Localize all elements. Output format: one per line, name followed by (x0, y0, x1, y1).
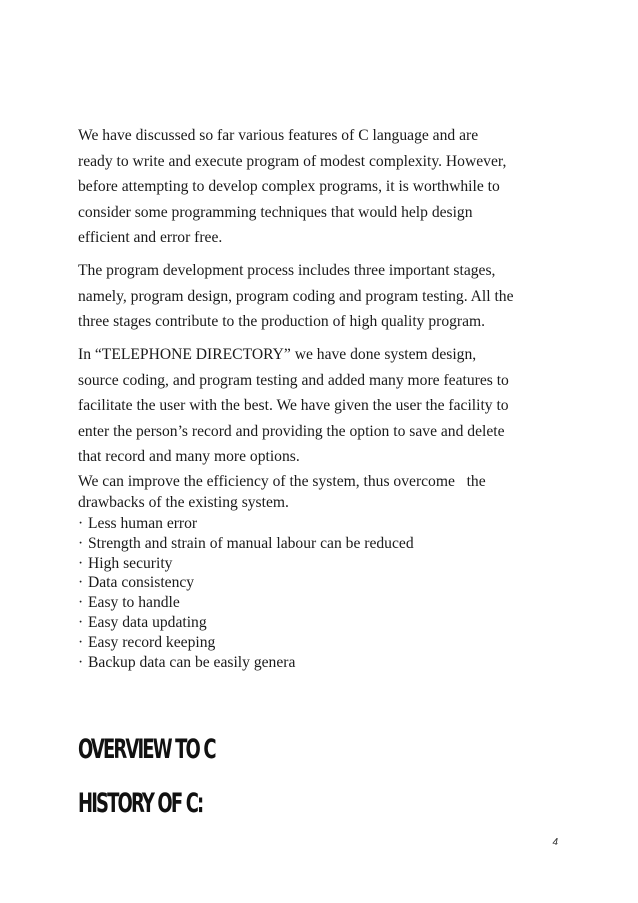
text-line: The program development process includes three important stages, (78, 262, 496, 279)
bullet-marker: · (78, 633, 84, 651)
list-item-text: Less human error (88, 515, 198, 532)
text-line: three stages contribute to the production of high quality program. (78, 313, 486, 330)
list-item-text: Strength and strain of manual labour can be reduced (88, 534, 414, 552)
list-item (78, 573, 414, 593)
text-line: In “TELEPHONE DIRECTORY” we have done system design, (78, 346, 477, 363)
bullet-marker: · (78, 574, 84, 592)
list-item (78, 554, 414, 574)
list-item-text: Data consistency (88, 574, 195, 592)
list-item-text: Easy to handle (88, 594, 180, 612)
heading-overview: OVERVIEW TO C (78, 734, 215, 765)
bullet-marker: · (78, 534, 84, 552)
paragraph-telephone-directory (78, 342, 568, 470)
bullet-marker: · (78, 613, 84, 631)
list-item (78, 593, 414, 613)
text-line: source coding, and program testing and added many more features to (78, 371, 509, 389)
heading-history: HISTORY OF C: (78, 788, 203, 819)
text-line: consider some programming techniques that would help design (78, 203, 473, 221)
text-line: We have discussed so far various features of C language and are (78, 127, 479, 144)
text-line: before attempting to develop complex programs, it is worthwhile to (78, 178, 500, 195)
text-line: that record and many more options. (78, 448, 300, 465)
list-item-text: High security (88, 554, 173, 572)
text-line: drawbacks of the existing system. (78, 494, 289, 511)
list-item-text: Backup data can be easily genera (88, 653, 296, 671)
text-line: facilitate the user with the best. We have given the user the facility to (78, 397, 509, 414)
bullet-marker: · (78, 653, 84, 671)
paragraph-development-process (78, 258, 568, 335)
paragraph-intro (78, 123, 568, 251)
bullet-marker: · (78, 594, 84, 612)
text-line: efficient and error free. (78, 229, 223, 246)
bullet-marker: · (78, 554, 84, 572)
list-item (78, 534, 414, 554)
text-line: enter the person’s record and providing the option to save and delete (78, 422, 505, 440)
page-number: 4 (552, 837, 558, 848)
paragraph-improvements (78, 471, 568, 513)
benefits-list (78, 514, 414, 672)
bullet-marker: · (78, 515, 84, 532)
list-item (78, 653, 414, 673)
list-item-text: Easy data updating (88, 613, 207, 631)
list-item (78, 633, 414, 653)
text-line: We can improve the efficiency of the system, thus overcome the (78, 473, 486, 490)
text-line: ready to write and execute program of modest complexity. However, (78, 152, 507, 170)
list-item-text: Easy record keeping (88, 633, 216, 651)
list-item (78, 613, 414, 633)
text-line: namely, program design, program coding and program testing. All the (78, 287, 514, 305)
list-item (78, 514, 414, 534)
